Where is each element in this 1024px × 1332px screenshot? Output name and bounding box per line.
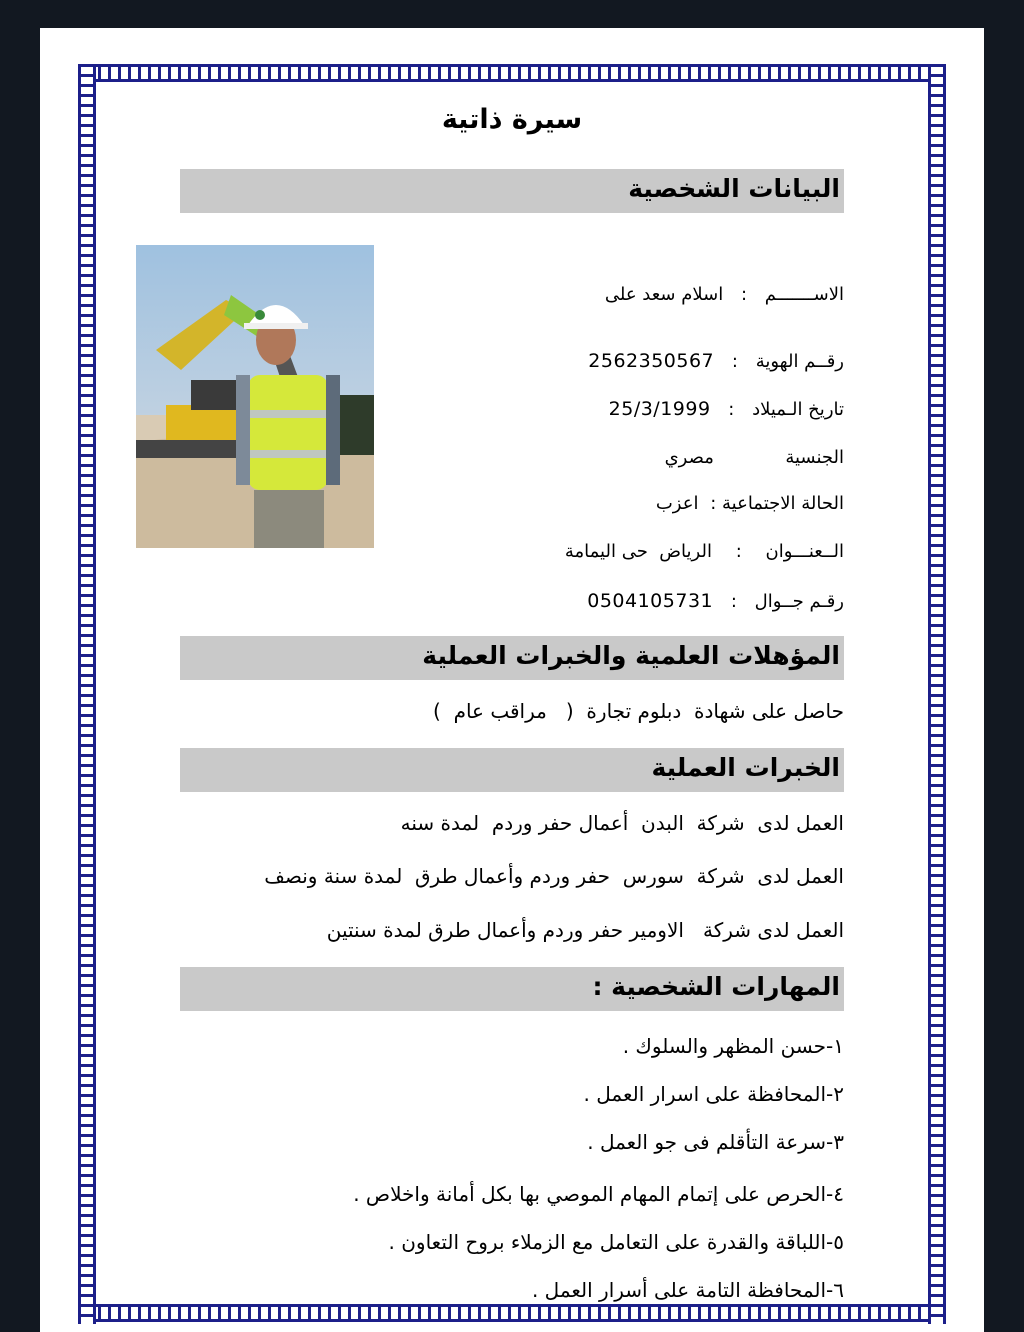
name-value: اسلام سعد على xyxy=(604,284,724,305)
border-bottom xyxy=(78,1304,946,1322)
marital-value: اعزب xyxy=(655,493,699,514)
id-label: رقــم الهوية xyxy=(755,351,844,372)
border-left xyxy=(78,64,96,1324)
nationality-label: الجنسية xyxy=(785,447,844,468)
dob-value: 25/3/1999 xyxy=(608,398,711,420)
field-address xyxy=(565,541,844,562)
id-value: 2562350567 xyxy=(588,350,715,372)
skill-item: ٦-المحافظة التامة على أسرار العمل . xyxy=(531,1278,844,1302)
skill-item: ١-حسن المظهر والسلوك . xyxy=(622,1034,844,1058)
mobile-label: رقـم جــوال xyxy=(754,591,844,612)
field-id-number xyxy=(588,350,844,372)
field-marital-status xyxy=(656,493,844,514)
border-right xyxy=(928,64,946,1324)
name-label: الاســـــــم xyxy=(764,284,844,305)
field-nationality xyxy=(665,447,844,468)
nationality-value: مصري xyxy=(664,447,714,468)
dob-label: تاريخ الـميلاد xyxy=(752,399,844,420)
mobile-value: 0504105731 xyxy=(587,590,714,612)
section-header-skills: المهارات الشخصية : xyxy=(180,967,844,1011)
field-birth-date xyxy=(609,398,844,420)
field-name xyxy=(605,284,844,305)
skill-item: ٤-الحرص على إتمام المهام الموصي بها بكل أمانة واخلاص . xyxy=(353,1182,844,1206)
experience-item: العمل لدى شركة البدن أعمال حفر وردم لمدة سنه xyxy=(400,811,844,835)
marital-label: الحالة الاجتماعية : xyxy=(710,493,844,514)
dob-separator: : xyxy=(728,399,735,420)
name-separator: : xyxy=(740,284,748,305)
section-header-qualifications: المؤهلات العلمية والخبرات العملية xyxy=(180,636,844,680)
experience-item: العمل لدى شركة سورس حفر وردم وأعمال طرق لمدة سنة ونصف xyxy=(264,864,844,888)
field-mobile xyxy=(587,590,844,612)
skill-item: ٥-اللباقة والقدرة على التعامل مع الزملاء بروح التعاون . xyxy=(388,1230,844,1254)
qualification-text: حاصل على شهادة دبلوم تجارة ( مراقب عام ) xyxy=(433,699,844,723)
experience-item: العمل لدى شركة الاومير حفر وردم وأعمال طرق لمدة سنتين xyxy=(326,918,844,942)
section-header-personal: البيانات الشخصية xyxy=(180,169,844,213)
border-top xyxy=(78,64,946,82)
document-title: سيرة ذاتية xyxy=(441,104,583,135)
id-separator: : xyxy=(731,351,738,372)
address-separator: : xyxy=(735,541,742,562)
address-label: الــعنـــوان xyxy=(765,541,844,562)
section-header-experience: الخبرات العملية xyxy=(180,748,844,792)
profile-photo xyxy=(136,245,374,548)
skill-item: ٢-المحافظة على اسرار العمل . xyxy=(583,1082,844,1106)
mobile-separator: : xyxy=(730,591,737,612)
address-value: الرياض حى اليمامة xyxy=(564,541,712,562)
skill-item: ٣-سرعة التأقلم فى جو العمل . xyxy=(587,1130,844,1154)
